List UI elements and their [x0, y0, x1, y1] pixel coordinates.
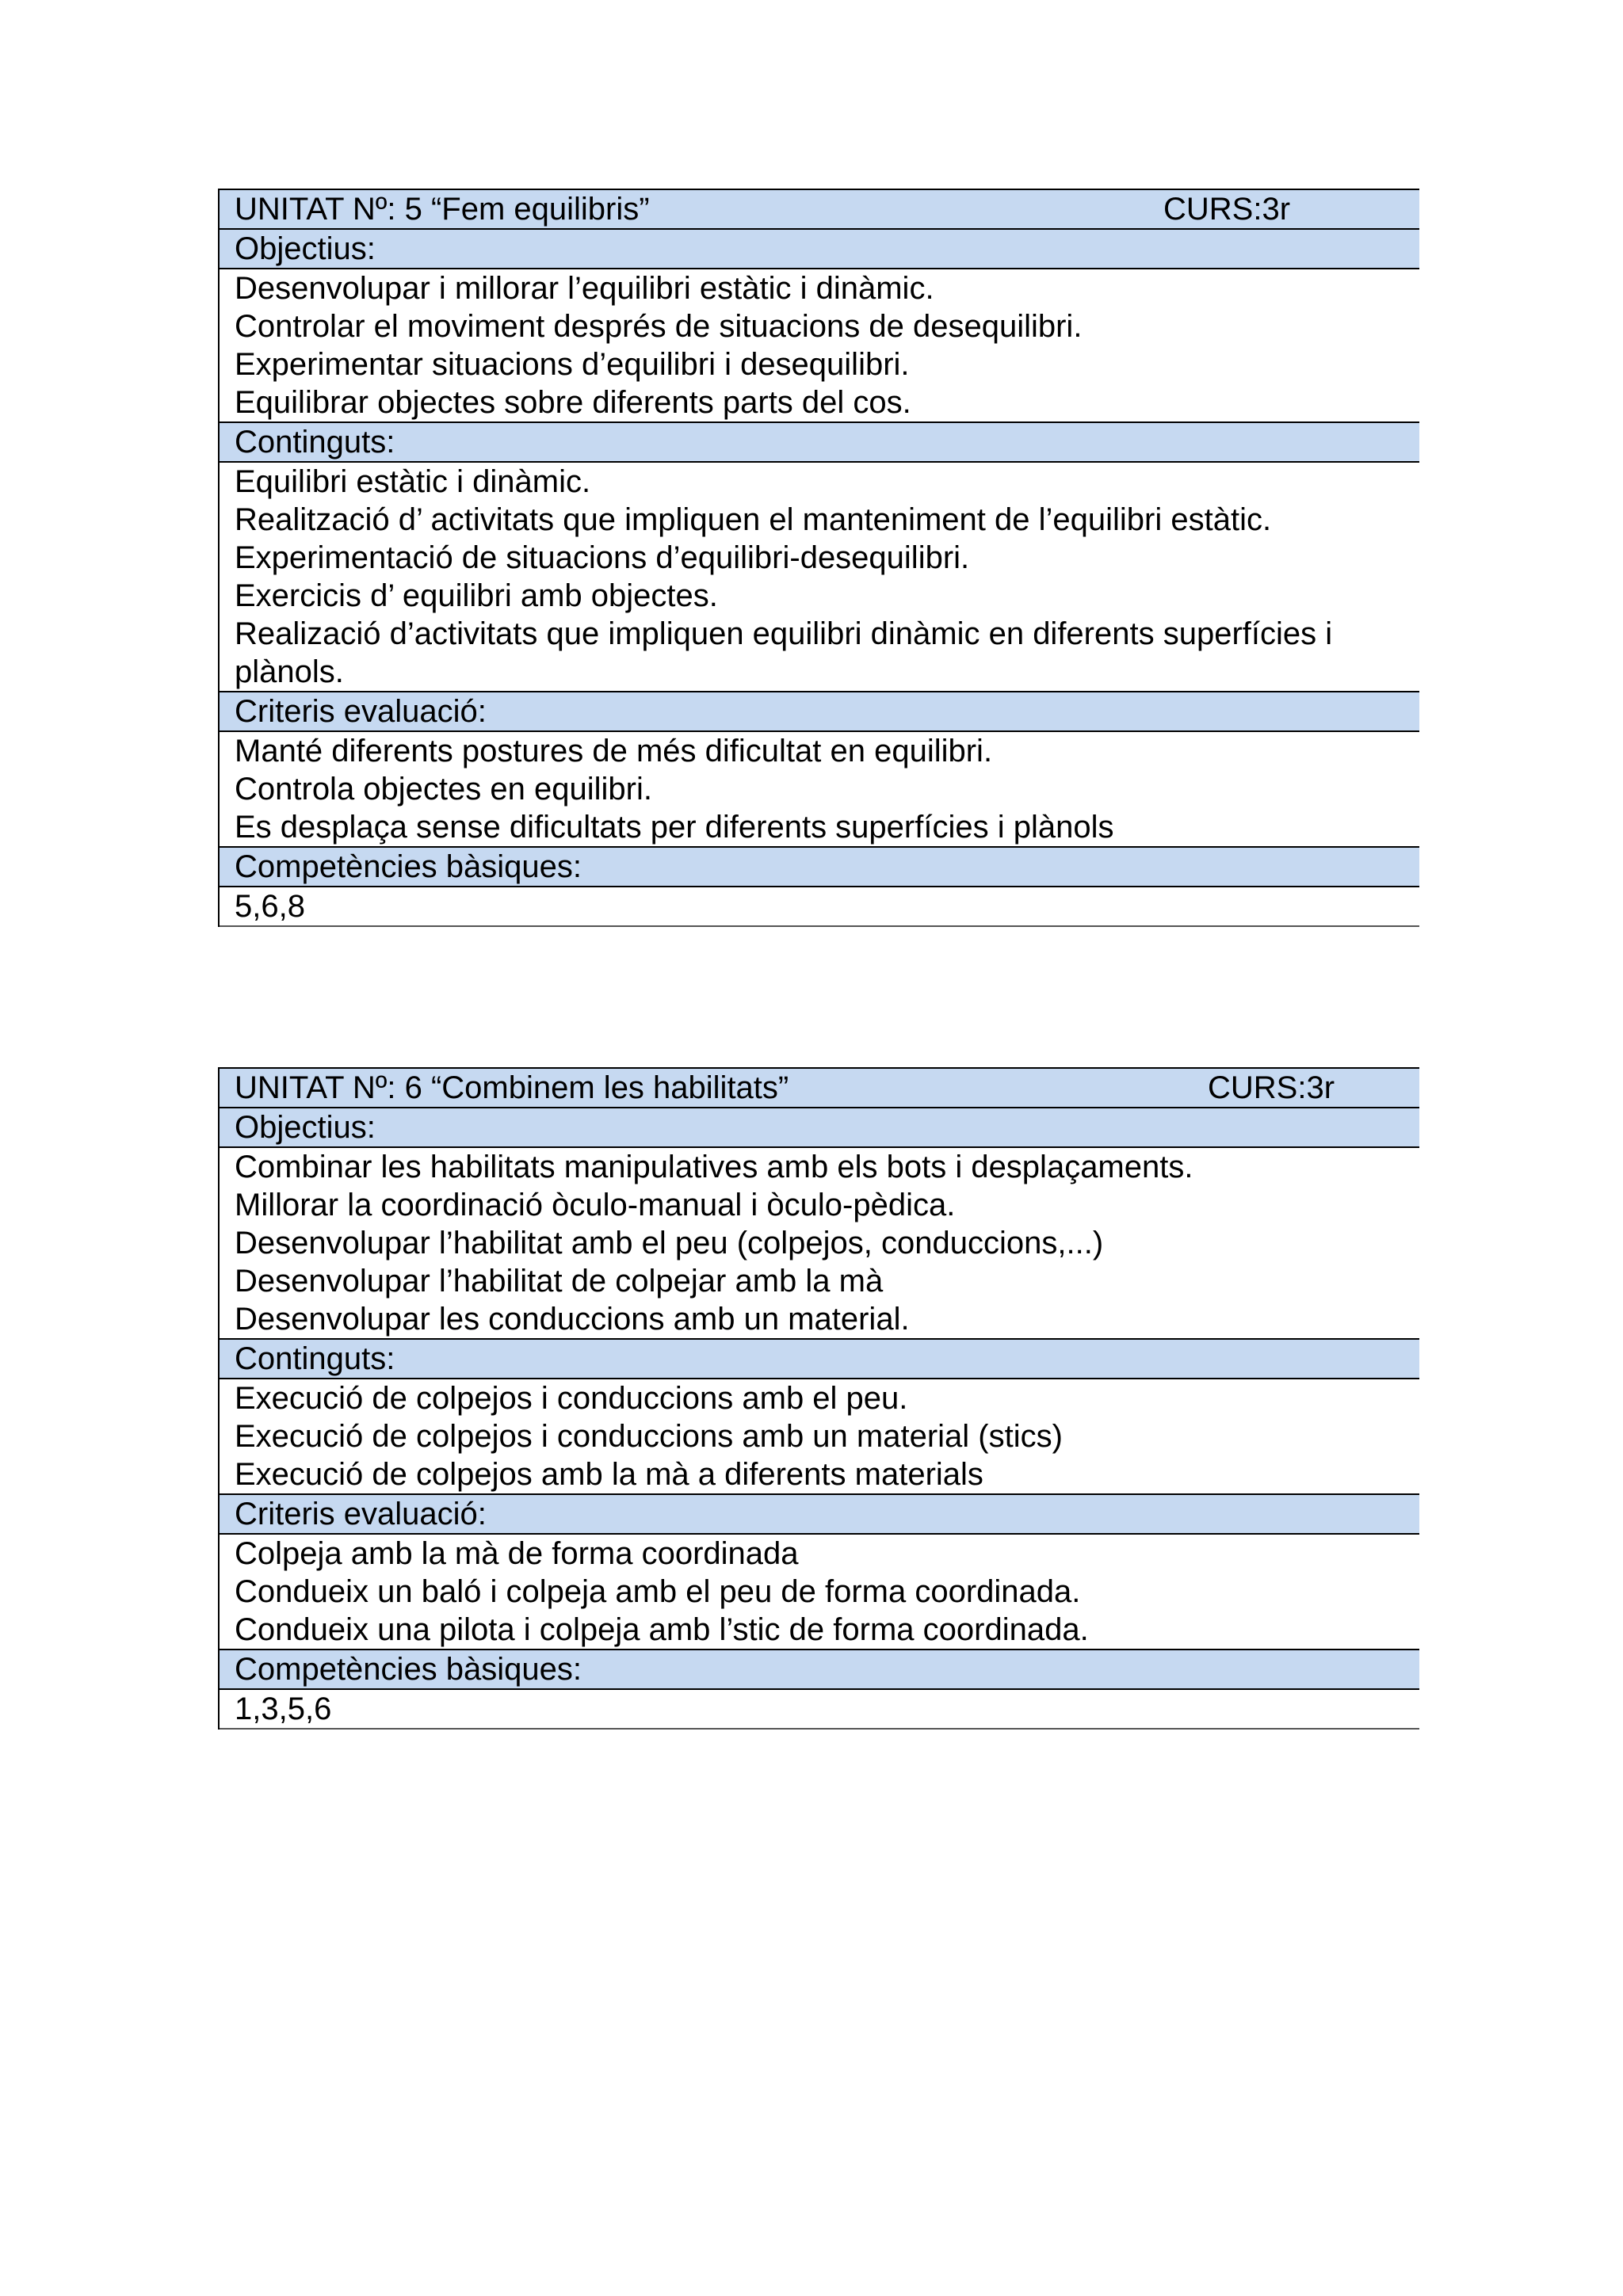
list-item: Realizació d’activitats que impliquen equilibri dinàmic en diferents superfícies i [235, 616, 1333, 651]
list-item: Millorar la coordinació òculo-manual i òculo-pèdica. [235, 1188, 956, 1222]
list-item: Desenvolupar l’habilitat amb el peu (colpejos, conduccions,...) [235, 1226, 1104, 1261]
unit-title: UNITAT Nº: 6 “Combinem les habilitats” [235, 1070, 789, 1105]
continguts-header: Continguts: [220, 1340, 1419, 1379]
objectius-header: Objectius: [220, 1108, 1419, 1148]
list-item: Controlar el moviment després de situacions de desequilibri. [235, 309, 1083, 344]
unit-title-row [220, 190, 1419, 230]
competencies-value: 1,3,5,6 [220, 1690, 1419, 1730]
continguts-list [220, 1379, 1419, 1495]
list-item: Desenvolupar les conduccions amb un material. [235, 1302, 910, 1337]
unit-curs: CURS:3r [1208, 1070, 1335, 1105]
list-item: Execució de colpejos i conduccions amb el peu. [235, 1381, 908, 1416]
unit-title: UNITAT Nº: 5 “Fem equilibris” [235, 192, 650, 227]
list-item: Execució de colpejos i conduccions amb un material (stics) [235, 1419, 1063, 1454]
criteris-list [220, 732, 1419, 848]
list-item: plànols. [235, 654, 344, 689]
list-item: Es desplaça sense dificultats per diferents superfícies i plànols [235, 810, 1114, 845]
objectius-list [220, 1148, 1419, 1340]
criteris-header: Criteris evaluació: [220, 1495, 1419, 1535]
criteris-header: Criteris evaluació: [220, 692, 1419, 732]
objectius-header: Objectius: [220, 230, 1419, 269]
list-item: Manté diferents postures de més dificultat en equilibri. [235, 734, 993, 769]
continguts-list [220, 463, 1419, 692]
list-item: Desenvolupar i millorar l’equilibri estàtic i dinàmic. [235, 271, 934, 306]
list-item: Equilibri estàtic i dinàmic. [235, 464, 591, 499]
list-item: Colpeja amb la mà de forma coordinada [235, 1536, 799, 1571]
list-item: Condueix una pilota i colpeja amb l’stic de forma coordinada. [235, 1612, 1089, 1647]
competencies-header: Competències bàsiques: [220, 848, 1419, 887]
list-item: Experimentar situacions d’equilibri i desequilibri. [235, 347, 910, 382]
unit-title-row [220, 1069, 1419, 1108]
list-item: Equilibrar objectes sobre diferents parts del cos. [235, 385, 911, 420]
list-item: Exercicis d’ equilibri amb objectes. [235, 578, 718, 613]
competencies-header: Competències bàsiques: [220, 1650, 1419, 1690]
list-item: Condueix un baló i colpeja amb el peu de forma coordinada. [235, 1574, 1081, 1609]
list-item: Controla objectes en equilibri. [235, 772, 652, 807]
criteris-list [220, 1535, 1419, 1650]
unit-table-6 [218, 1067, 1419, 1730]
list-item: Experimentació de situacions d’equilibri-desequilibri. [235, 540, 970, 575]
unit-curs: CURS:3r [1163, 192, 1291, 227]
competencies-value: 5,6,8 [220, 887, 1419, 927]
continguts-header: Continguts: [220, 423, 1419, 463]
list-item: Execució de colpejos amb la mà a diferents materials [235, 1457, 983, 1492]
list-item: Desenvolupar l’habilitat de colpejar amb la mà [235, 1264, 884, 1299]
list-item: Combinar les habilitats manipulatives amb els bots i desplaçaments. [235, 1150, 1193, 1184]
objectius-list [220, 269, 1419, 423]
unit-table-5 [218, 189, 1419, 927]
list-item: Realització d’ activitats que impliquen el manteniment de l’equilibri estàtic. [235, 502, 1272, 537]
